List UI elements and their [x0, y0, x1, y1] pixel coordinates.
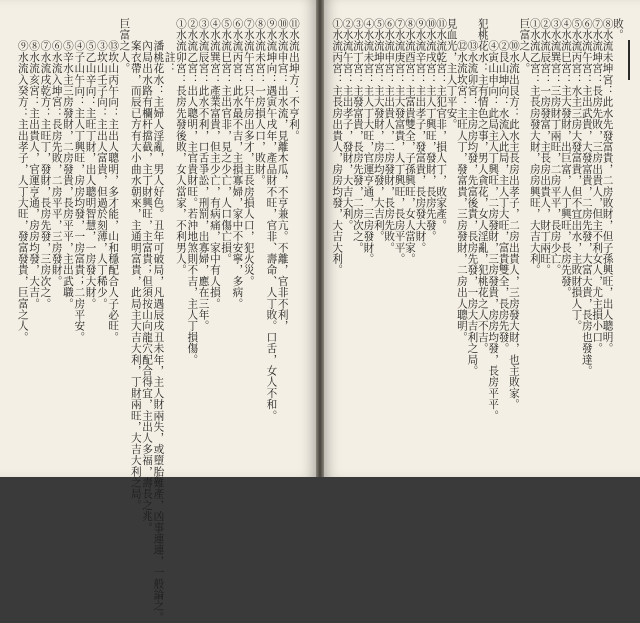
text-column: ⑧水流未坤宮：此水先發富貴，二房敗財，但子孫興旺，出人聰明。 [601, 18, 614, 354]
text-column: ⑤辛水主三房發財，二房發貴，長房平平，主出武職。 [61, 18, 74, 310]
text-column: ④寅山申向：此局主人丁興旺，二房發財，三房發貴，房房均發，長房平平。 [487, 18, 500, 422]
text-column: ⑨水流辛宮：主出孝子，發富貴，長房發大財。 [414, 18, 427, 254]
text-column: 案衣帶，而辰已方有大小曲水朝來，主通明富貴，此局主大吉大利，丁財兩旺，大吉大利之局。 [129, 18, 142, 511]
text-column: 內局出水路有欄杆擋截，主丁財興旺，主富貴；但須按山向龍穴配合得宜，主出人多福，壽長之兆。 [141, 18, 154, 534]
page-edge-rule [628, 40, 630, 80]
text-column: ⑦水流午宮：只午房出多才，主長房損人口，犯火災。 [242, 18, 255, 287]
text-column: ⑧水流酉宮：主富貴雙全，子孫興旺，女人當家。 [403, 18, 416, 265]
text-column: 巨富之人。 [518, 18, 531, 74]
text-column: 犯桃花水：主有情色之事，男人貪花，女人淫亂，犯桃花之人不吉。 [476, 18, 489, 354]
text-column: ⑩水流申宫：出水流，見離木瓜，不亨兼亢。不離，官非不利， [276, 18, 289, 332]
text-column: ⑥水流午宮：主出武貴，大發富貴，二房先發，大富大貴，長房也發達。 [580, 18, 593, 377]
text-column: ③坎山壬子向：主出人富貴，但過於刻薄，人丁稀少。 [95, 18, 108, 310]
text-column: ⑬水流卯宮：主房房均發，先富後貴，長房先發，一房大吉利之局。 [466, 18, 479, 377]
text-column: ⑨水流入癸方：主出孝子，人丁大旺，發富發貴，巨富之人。 [16, 18, 29, 343]
text-column: ⑦水流坤宮：長房先敗，三房出貴人，但主不利女人，尤主損小口。 [591, 18, 604, 354]
text-column: 巨富之人。 [118, 18, 131, 74]
text-column: ⑤乙山辛向：主旺丁財，出人聰明智慧，一房發大財。 [84, 18, 97, 310]
text-column: ①水流乙宮：主長房發大財，房房興旺，大吉大利。 [528, 18, 541, 276]
text-column: ②艮山坤向：水流入此局，主人丁大旺，富貴雙全，長房先發。 [497, 18, 510, 354]
text-column: ⑪水流出坤方：不亨利。 [287, 18, 300, 142]
text-column: ⑬坎山丙午向：主出人聰明，多才能，山和穩配合人子必旺。 [107, 18, 120, 343]
text-column: ②水流午宮：主出孝子，發財，大吉大利。 [341, 18, 354, 231]
text-column: ④子山午向：主人丁興旺，房房均發，一房富貴；二房平安。 [73, 18, 86, 343]
text-column: ⑤水流坤宮：主大發財，房房均發，大吉利。 [372, 18, 385, 242]
text-column: 註： [163, 18, 176, 74]
text-column: 見血光，主人丁平安。 [445, 18, 458, 130]
text-column: ③水流巽宮：三房財丁兩旺，二房平平，長房少亡。 [549, 18, 562, 276]
text-column: ⑦水流戌乾方：主旺丁，發財，長房先發，三房次之。 [39, 18, 52, 310]
text-column: ④水流巳宮：主大發財，出巨富，人丁興旺，長房先發。 [559, 18, 572, 298]
text-column: ②水流乙宮：出人聰明，主官貴財旺。若沖地煞則不吉，主人丁損傷。 [186, 18, 199, 366]
text-column: ⑫水流坎宮：主旺人丁，發富貴，三房發財，二房出人聰明。 [455, 18, 468, 343]
text-column: ⑤水流丙宮：水主三房大發富貴，但不宜出水，主敗財損人丁。 [570, 18, 583, 332]
text-column: ②水流辰宮：一房發富，主長房出貴人，財丁兩旺。 [539, 18, 552, 276]
text-column: ⑪水流乾宮：主犯官非，損人丁，敗家產。 [435, 18, 448, 231]
text-column: ⑥水流申宮：主出貴人，二房發財，長房先敗。 [383, 18, 396, 254]
text-column: ④水流未宮：主人丁大旺，官運亨通，三房發財。 [362, 18, 375, 265]
text-column: ①水流丙宮：主長房出貴人，房房均發，大吉大利。 [331, 18, 344, 276]
text-column: ⑥水流丙宮：此水最不吉，主損寡婦，家中不安寧，多病。 [231, 18, 244, 310]
text-column: ⑤水流巳宮：主出官非，見之少亡，人口傷亡損。 [220, 18, 233, 265]
text-column: ③水流丁宮：主發富貴，長房先發，二房次之。 [351, 18, 364, 254]
text-column: ④水流巽宮：產業富貴，但主少亡，有病痛，家中有人損。 [208, 18, 221, 310]
text-column: ③水流辰宮：此水不利，口舌爭訟，刑罰，出寡婦，應在三年。 [197, 18, 210, 332]
text-column: ⑧水流未宮：一房損人口，敗財。 [254, 18, 267, 186]
book-gutter [316, 0, 324, 477]
left-page [0, 0, 316, 623]
text-column: ⑦水流庚宮：主大發富貴，人丁興旺，長房平平。 [393, 18, 406, 265]
text-column: ⑨水流坤向：遇寅午戌年，產品財不旺，官非、壽命、人丁敗。口舌，女人不和。 [265, 18, 278, 422]
text-column: 敗。 [611, 18, 624, 41]
text-column: ⑩水流出艮方：此水主長房出孝子，二房出貴人，三房發大財，也主敗家。 [507, 18, 520, 410]
right-page [324, 0, 640, 477]
text-column: ⑥水流入坤宮：長房先敗，二房平平，三房發財。 [50, 18, 63, 287]
text-column: ①水流卯宮：長房先發後敗，女人當家，不利男人。 [174, 18, 187, 276]
text-column: ⑧水流亥宮：主出貴人，官運亨通，房房均發，大吉。 [28, 18, 41, 310]
text-column: ⑩水流戌宮：主人丁興旺，發財，長房先發。 [424, 18, 437, 242]
text-column: 潘桃花水：主婦人淫亂，男人好色。丑年可破局，凡遇辰戌丑未年，主人財兩失，或墮胎難產，凶事連連，一般論之。 [152, 18, 165, 623]
